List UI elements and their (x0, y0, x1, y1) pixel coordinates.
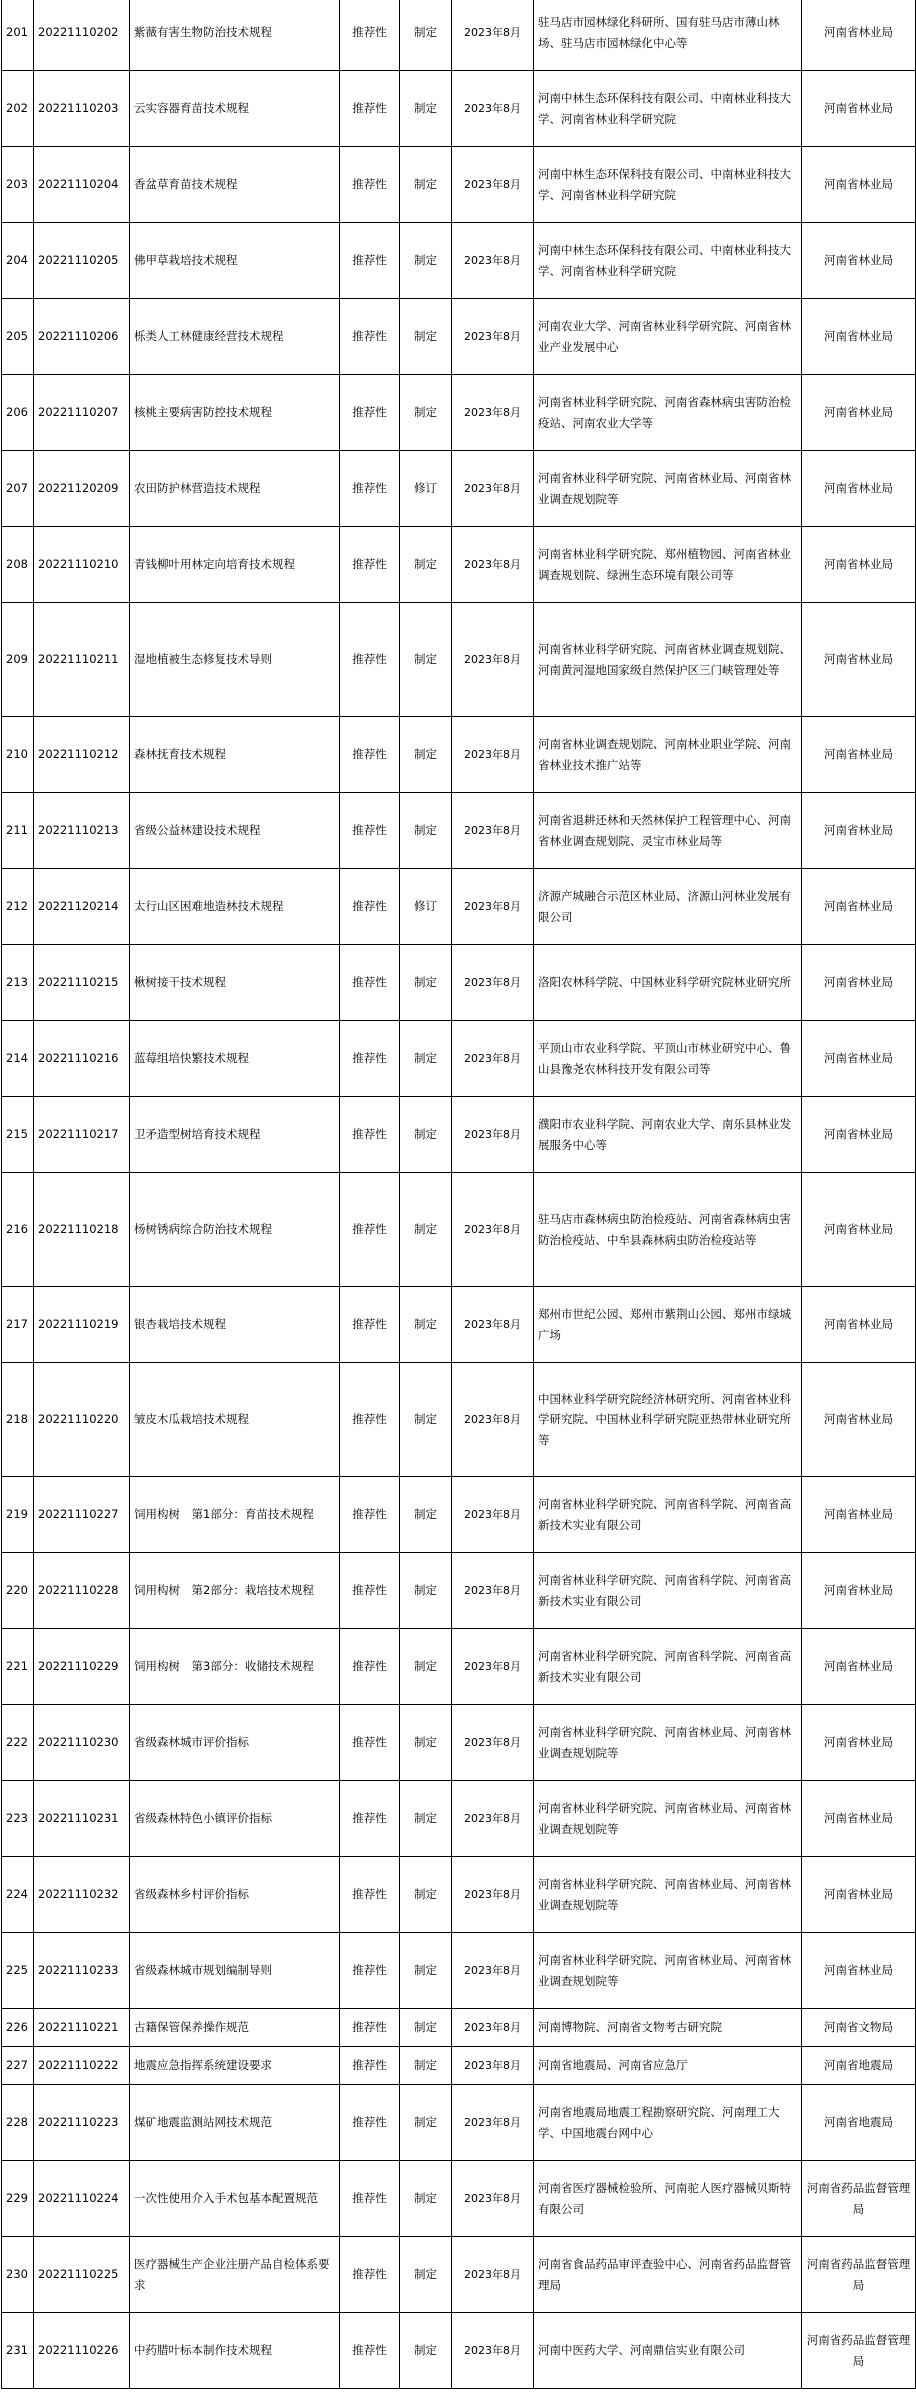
standard-name: 饲用构树 第3部分：收储技术规程 (130, 1629, 340, 1705)
table-row (2, 299, 916, 375)
plan-code: 20221110204 (34, 147, 130, 223)
plan-code: 20221110230 (34, 1705, 130, 1781)
completion-date: 2023年8月 (452, 1933, 534, 2009)
row-number: 224 (2, 1857, 34, 1933)
standard-nature: 推荐性 (340, 717, 400, 793)
plan-code: 20221110224 (34, 2161, 130, 2237)
plan-code: 20221110233 (34, 1933, 130, 2009)
competent-department: 河南省林业局 (802, 1857, 916, 1933)
revision-type: 制定 (400, 2161, 452, 2237)
completion-date: 2023年8月 (452, 2237, 534, 2313)
completion-date: 2023年8月 (452, 71, 534, 147)
standard-name: 云实容器育苗技术规程 (130, 71, 340, 147)
standard-nature: 推荐性 (340, 2047, 400, 2085)
table-row (2, 147, 916, 223)
competent-department: 河南省药品监督管理局 (802, 2313, 916, 2389)
standard-name: 青钱柳叶用林定向培育技术规程 (130, 527, 340, 603)
revision-type: 制定 (400, 71, 452, 147)
completion-date: 2023年8月 (452, 793, 534, 869)
standard-name: 饲用构树 第2部分：栽培技术规程 (130, 1553, 340, 1629)
plan-code: 20221120209 (34, 451, 130, 527)
completion-date: 2023年8月 (452, 1553, 534, 1629)
completion-date: 2023年8月 (452, 2161, 534, 2237)
competent-department: 河南省林业局 (802, 299, 916, 375)
standard-name: 蓝莓组培快繁技术规程 (130, 1021, 340, 1097)
plan-code: 20221110229 (34, 1629, 130, 1705)
standard-name: 地震应急指挥系统建设要求 (130, 2047, 340, 2085)
drafting-units: 河南省地震局、河南省应急厅 (534, 2047, 802, 2085)
standard-name: 省级森林城市评价指标 (130, 1705, 340, 1781)
completion-date: 2023年8月 (452, 1477, 534, 1553)
drafting-units: 河南省林业科学研究院、河南省科学院、河南省高新技术实业有限公司 (534, 1477, 802, 1553)
plan-code: 20221110231 (34, 1781, 130, 1857)
drafting-units: 驻马店市园林绿化科研所、国有驻马店市薄山林场、驻马店市园林绿化中心等 (534, 0, 802, 71)
standard-name: 卫矛造型树培育技术规程 (130, 1097, 340, 1173)
plan-code: 20221110213 (34, 793, 130, 869)
table-row (2, 1933, 916, 2009)
standard-nature: 推荐性 (340, 1629, 400, 1705)
revision-type: 制定 (400, 1173, 452, 1287)
drafting-units: 河南省林业科学研究院、河南省林业局、河南省林业调查规划院等 (534, 1933, 802, 2009)
completion-date: 2023年8月 (452, 451, 534, 527)
standard-nature: 推荐性 (340, 1173, 400, 1287)
row-number: 206 (2, 375, 34, 451)
drafting-units: 河南中医药大学、河南鼎信实业有限公司 (534, 2313, 802, 2389)
standard-name: 医疗器械生产企业注册产品自检体系要求 (130, 2237, 340, 2313)
standard-nature: 推荐性 (340, 2085, 400, 2161)
revision-type: 制定 (400, 1781, 452, 1857)
table-row (2, 1021, 916, 1097)
drafting-units: 河南博物院、河南省文物考古研究院 (534, 2009, 802, 2047)
plan-code: 20221110218 (34, 1173, 130, 1287)
revision-type: 制定 (400, 1097, 452, 1173)
standard-nature: 推荐性 (340, 869, 400, 945)
revision-type: 制定 (400, 1857, 452, 1933)
row-number: 216 (2, 1173, 34, 1287)
table-row (2, 2009, 916, 2047)
competent-department: 河南省文物局 (802, 2009, 916, 2047)
revision-type: 制定 (400, 1629, 452, 1705)
standard-nature: 推荐性 (340, 1363, 400, 1477)
drafting-units: 河南中林生态环保科技有限公司、中南林业科技大学、河南省林业科学研究院 (534, 147, 802, 223)
table-row (2, 1857, 916, 1933)
standard-nature: 推荐性 (340, 2161, 400, 2237)
standard-nature: 推荐性 (340, 299, 400, 375)
competent-department: 河南省药品监督管理局 (802, 2161, 916, 2237)
standard-nature: 推荐性 (340, 1287, 400, 1363)
standard-name: 银杏栽培技术规程 (130, 1287, 340, 1363)
revision-type: 制定 (400, 1021, 452, 1097)
row-number: 228 (2, 2085, 34, 2161)
drafting-units: 河南省地震局地震工程勘察研究院、河南理工大学、中国地震台网中心 (534, 2085, 802, 2161)
completion-date: 2023年8月 (452, 1097, 534, 1173)
standard-name: 一次性使用介入手术包基本配置规范 (130, 2161, 340, 2237)
table-row (2, 2047, 916, 2085)
revision-type: 制定 (400, 2237, 452, 2313)
drafting-units: 河南省林业科学研究院、郑州植物园、河南省林业调查规划院、绿洲生态环境有限公司等 (534, 527, 802, 603)
row-number: 218 (2, 1363, 34, 1477)
completion-date: 2023年8月 (452, 2085, 534, 2161)
completion-date: 2023年8月 (452, 2047, 534, 2085)
standard-name: 杨树锈病综合防治技术规程 (130, 1173, 340, 1287)
row-number: 220 (2, 1553, 34, 1629)
revision-type: 制定 (400, 2047, 452, 2085)
standard-nature: 推荐性 (340, 1781, 400, 1857)
standard-nature: 推荐性 (340, 793, 400, 869)
drafting-units: 济源产城融合示范区林业局、济源山河林业发展有限公司 (534, 869, 802, 945)
standard-nature: 推荐性 (340, 451, 400, 527)
table-row (2, 2085, 916, 2161)
plan-code: 20221110202 (34, 0, 130, 71)
plan-code: 20221110220 (34, 1363, 130, 1477)
plan-code: 20221110203 (34, 71, 130, 147)
table-row (2, 2313, 916, 2389)
standard-nature: 推荐性 (340, 603, 400, 717)
standard-nature: 推荐性 (340, 0, 400, 71)
revision-type: 制定 (400, 2313, 452, 2389)
table-row (2, 1553, 916, 1629)
table-row (2, 2237, 916, 2313)
standards-table (1, 0, 916, 2389)
row-number: 221 (2, 1629, 34, 1705)
revision-type: 制定 (400, 147, 452, 223)
drafting-units: 平顶山市农业科学院、平顶山市林业研究中心、鲁山县豫尧农林科技开发有限公司等 (534, 1021, 802, 1097)
completion-date: 2023年8月 (452, 717, 534, 793)
table-row (2, 1629, 916, 1705)
table-row (2, 0, 916, 71)
standard-name: 紫薇有害生物防治技术规程 (130, 0, 340, 71)
completion-date: 2023年8月 (452, 527, 534, 603)
table-row (2, 451, 916, 527)
plan-code: 20221120214 (34, 869, 130, 945)
competent-department: 河南省林业局 (802, 1287, 916, 1363)
completion-date: 2023年8月 (452, 945, 534, 1021)
plan-code: 20221110215 (34, 945, 130, 1021)
table-row (2, 375, 916, 451)
row-number: 217 (2, 1287, 34, 1363)
competent-department: 河南省林业局 (802, 1173, 916, 1287)
standard-name: 省级森林特色小镇评价指标 (130, 1781, 340, 1857)
competent-department: 河南省林业局 (802, 1097, 916, 1173)
revision-type: 制定 (400, 1363, 452, 1477)
plan-code: 20221110228 (34, 1553, 130, 1629)
completion-date: 2023年8月 (452, 1857, 534, 1933)
revision-type: 制定 (400, 1705, 452, 1781)
row-number: 208 (2, 527, 34, 603)
standard-nature: 推荐性 (340, 1933, 400, 2009)
competent-department: 河南省药品监督管理局 (802, 2237, 916, 2313)
competent-department: 河南省林业局 (802, 451, 916, 527)
drafting-units: 河南中林生态环保科技有限公司、中南林业科技大学、河南省林业科学研究院 (534, 71, 802, 147)
revision-type: 制定 (400, 1477, 452, 1553)
standard-nature: 推荐性 (340, 2237, 400, 2313)
revision-type: 修订 (400, 451, 452, 527)
row-number: 213 (2, 945, 34, 1021)
drafting-units: 河南省林业科学研究院、河南省林业局、河南省林业调查规划院等 (534, 1781, 802, 1857)
row-number: 219 (2, 1477, 34, 1553)
drafting-units: 河南中林生态环保科技有限公司、中南林业科技大学、河南省林业科学研究院 (534, 223, 802, 299)
standard-nature: 推荐性 (340, 71, 400, 147)
competent-department: 河南省林业局 (802, 1933, 916, 2009)
competent-department: 河南省林业局 (802, 1363, 916, 1477)
completion-date: 2023年8月 (452, 603, 534, 717)
competent-department: 河南省林业局 (802, 147, 916, 223)
plan-code: 20221110206 (34, 299, 130, 375)
standard-nature: 推荐性 (340, 1097, 400, 1173)
drafting-units: 河南省医疗器械检验所、河南驼人医疗器械贝斯特有限公司 (534, 2161, 802, 2237)
revision-type: 制定 (400, 0, 452, 71)
competent-department: 河南省林业局 (802, 603, 916, 717)
standard-nature: 推荐性 (340, 1553, 400, 1629)
competent-department: 河南省林业局 (802, 1629, 916, 1705)
table-row (2, 603, 916, 717)
standard-name: 中药腊叶标本制作技术规程 (130, 2313, 340, 2389)
standard-name: 煤矿地震监测站网技术规范 (130, 2085, 340, 2161)
plan-code: 20221110222 (34, 2047, 130, 2085)
plan-code: 20221110225 (34, 2237, 130, 2313)
competent-department: 河南省林业局 (802, 527, 916, 603)
table-body (2, 0, 916, 2389)
plan-code: 20221110232 (34, 1857, 130, 1933)
plan-code: 20221110210 (34, 527, 130, 603)
row-number: 229 (2, 2161, 34, 2237)
completion-date: 2023年8月 (452, 223, 534, 299)
completion-date: 2023年8月 (452, 1287, 534, 1363)
drafting-units: 河南省林业科学研究院、河南省林业局、河南省林业调查规划院等 (534, 451, 802, 527)
standard-name: 省级公益林建设技术规程 (130, 793, 340, 869)
completion-date: 2023年8月 (452, 1173, 534, 1287)
completion-date: 2023年8月 (452, 147, 534, 223)
standard-name: 农田防护林营造技术规程 (130, 451, 340, 527)
completion-date: 2023年8月 (452, 299, 534, 375)
standard-name: 省级森林城市规划编制导则 (130, 1933, 340, 2009)
revision-type: 制定 (400, 603, 452, 717)
completion-date: 2023年8月 (452, 1021, 534, 1097)
completion-date: 2023年8月 (452, 1629, 534, 1705)
revision-type: 制定 (400, 717, 452, 793)
row-number: 203 (2, 147, 34, 223)
plan-code: 20221110207 (34, 375, 130, 451)
drafting-units: 河南省林业科学研究院、河南省森林病虫害防治检疫站、河南农业大学等 (534, 375, 802, 451)
row-number: 201 (2, 0, 34, 71)
standard-name: 湿地植被生态修复技术导则 (130, 603, 340, 717)
revision-type: 制定 (400, 2009, 452, 2047)
standard-name: 香盆草育苗技术规程 (130, 147, 340, 223)
row-number: 212 (2, 869, 34, 945)
table-row (2, 1287, 916, 1363)
standard-nature: 推荐性 (340, 1857, 400, 1933)
standard-name: 栎类人工林健康经营技术规程 (130, 299, 340, 375)
revision-type: 制定 (400, 1553, 452, 1629)
competent-department: 河南省林业局 (802, 793, 916, 869)
competent-department: 河南省地震局 (802, 2047, 916, 2085)
standard-name: 核桃主要病害防控技术规程 (130, 375, 340, 451)
table-row (2, 1097, 916, 1173)
row-number: 209 (2, 603, 34, 717)
revision-type: 修订 (400, 869, 452, 945)
competent-department: 河南省林业局 (802, 0, 916, 71)
standard-name: 太行山区困难地造林技术规程 (130, 869, 340, 945)
table-row (2, 869, 916, 945)
competent-department: 河南省地震局 (802, 2085, 916, 2161)
table-row (2, 1705, 916, 1781)
plan-code: 20221110205 (34, 223, 130, 299)
competent-department: 河南省林业局 (802, 71, 916, 147)
row-number: 202 (2, 71, 34, 147)
competent-department: 河南省林业局 (802, 945, 916, 1021)
table-row (2, 2161, 916, 2237)
plan-code: 20221110216 (34, 1021, 130, 1097)
completion-date: 2023年8月 (452, 375, 534, 451)
drafting-units: 河南省林业科学研究院、河南省科学院、河南省高新技术实业有限公司 (534, 1629, 802, 1705)
completion-date: 2023年8月 (452, 2313, 534, 2389)
plan-code: 20221110217 (34, 1097, 130, 1173)
row-number: 207 (2, 451, 34, 527)
table-row (2, 1173, 916, 1287)
table-row (2, 717, 916, 793)
row-number: 204 (2, 223, 34, 299)
row-number: 225 (2, 1933, 34, 2009)
standard-nature: 推荐性 (340, 1705, 400, 1781)
row-number: 223 (2, 1781, 34, 1857)
completion-date: 2023年8月 (452, 869, 534, 945)
standard-name: 省级森林乡村评价指标 (130, 1857, 340, 1933)
standard-name: 皱皮木瓜栽培技术规程 (130, 1363, 340, 1477)
row-number: 231 (2, 2313, 34, 2389)
standard-nature: 推荐性 (340, 2313, 400, 2389)
revision-type: 制定 (400, 375, 452, 451)
drafting-units: 洛阳农林科学院、中国林业科学研究院林业研究所 (534, 945, 802, 1021)
revision-type: 制定 (400, 945, 452, 1021)
row-number: 215 (2, 1097, 34, 1173)
completion-date: 2023年8月 (452, 1705, 534, 1781)
plan-code: 20221110221 (34, 2009, 130, 2047)
row-number: 205 (2, 299, 34, 375)
standard-name: 饲用构树 第1部分：育苗技术规程 (130, 1477, 340, 1553)
table-row (2, 793, 916, 869)
completion-date: 2023年8月 (452, 1781, 534, 1857)
plan-code: 20221110226 (34, 2313, 130, 2389)
completion-date: 2023年8月 (452, 1363, 534, 1477)
drafting-units: 河南省退耕还林和天然林保护工程管理中心、河南省林业调查规划院、灵宝市林业局等 (534, 793, 802, 869)
drafting-units: 中国林业科学研究院经济林研究所、河南省林业科学研究院、中国林业科学研究院亚热带林业研究所等 (534, 1363, 802, 1477)
drafting-units: 河南省林业科学研究院、河南省林业局、河南省林业调查规划院等 (534, 1705, 802, 1781)
completion-date: 2023年8月 (452, 2009, 534, 2047)
row-number: 210 (2, 717, 34, 793)
competent-department: 河南省林业局 (802, 717, 916, 793)
standard-nature: 推荐性 (340, 1477, 400, 1553)
competent-department: 河南省林业局 (802, 375, 916, 451)
table-row (2, 527, 916, 603)
table-row (2, 945, 916, 1021)
standard-nature: 推荐性 (340, 375, 400, 451)
plan-code: 20221110227 (34, 1477, 130, 1553)
revision-type: 制定 (400, 2085, 452, 2161)
drafting-units: 河南省林业调查规划院、河南林业职业学院、河南省林业技术推广站等 (534, 717, 802, 793)
standard-name: 楸树接干技术规程 (130, 945, 340, 1021)
competent-department: 河南省林业局 (802, 1781, 916, 1857)
revision-type: 制定 (400, 793, 452, 869)
table-row (2, 223, 916, 299)
table-row (2, 1363, 916, 1477)
competent-department: 河南省林业局 (802, 1477, 916, 1553)
drafting-units: 郑州市世纪公园、郑州市紫荆山公园、郑州市绿城广场 (534, 1287, 802, 1363)
standard-nature: 推荐性 (340, 147, 400, 223)
table-row (2, 1781, 916, 1857)
drafting-units: 濮阳市农业科学院、河南农业大学、南乐县林业发展服务中心等 (534, 1097, 802, 1173)
revision-type: 制定 (400, 527, 452, 603)
completion-date: 2023年8月 (452, 0, 534, 71)
competent-department: 河南省林业局 (802, 869, 916, 945)
standard-nature: 推荐性 (340, 1021, 400, 1097)
table-row (2, 1477, 916, 1553)
drafting-units: 河南省林业科学研究院、河南省林业局、河南省林业调查规划院等 (534, 1857, 802, 1933)
plan-code: 20221110212 (34, 717, 130, 793)
drafting-units: 河南省林业科学研究院、河南省林业调查规划院、河南黄河湿地国家级自然保护区三门峡管理处等 (534, 603, 802, 717)
row-number: 211 (2, 793, 34, 869)
standard-nature: 推荐性 (340, 527, 400, 603)
row-number: 226 (2, 2009, 34, 2047)
row-number: 227 (2, 2047, 34, 2085)
standard-name: 佛甲草栽培技术规程 (130, 223, 340, 299)
competent-department: 河南省林业局 (802, 1021, 916, 1097)
competent-department: 河南省林业局 (802, 1553, 916, 1629)
revision-type: 制定 (400, 1933, 452, 2009)
standard-name: 古籍保管保养操作规范 (130, 2009, 340, 2047)
drafting-units: 驻马店市森林病虫防治检疫站、河南省森林病虫害防治检疫站、中牟县森林病虫防治检疫站等 (534, 1173, 802, 1287)
row-number: 214 (2, 1021, 34, 1097)
standard-name: 森林抚育技术规程 (130, 717, 340, 793)
plan-code: 20221110219 (34, 1287, 130, 1363)
revision-type: 制定 (400, 223, 452, 299)
standard-nature: 推荐性 (340, 2009, 400, 2047)
standard-nature: 推荐性 (340, 223, 400, 299)
standard-nature: 推荐性 (340, 945, 400, 1021)
drafting-units: 河南省食品药品审评查验中心、河南省药品监督管理局 (534, 2237, 802, 2313)
competent-department: 河南省林业局 (802, 223, 916, 299)
competent-department: 河南省林业局 (802, 1705, 916, 1781)
drafting-units: 河南农业大学、河南省林业科学研究院、河南省林业产业发展中心 (534, 299, 802, 375)
plan-code: 20221110223 (34, 2085, 130, 2161)
drafting-units: 河南省林业科学研究院、河南省科学院、河南省高新技术实业有限公司 (534, 1553, 802, 1629)
table-row (2, 71, 916, 147)
row-number: 230 (2, 2237, 34, 2313)
row-number: 222 (2, 1705, 34, 1781)
revision-type: 制定 (400, 1287, 452, 1363)
revision-type: 制定 (400, 299, 452, 375)
plan-code: 20221110211 (34, 603, 130, 717)
